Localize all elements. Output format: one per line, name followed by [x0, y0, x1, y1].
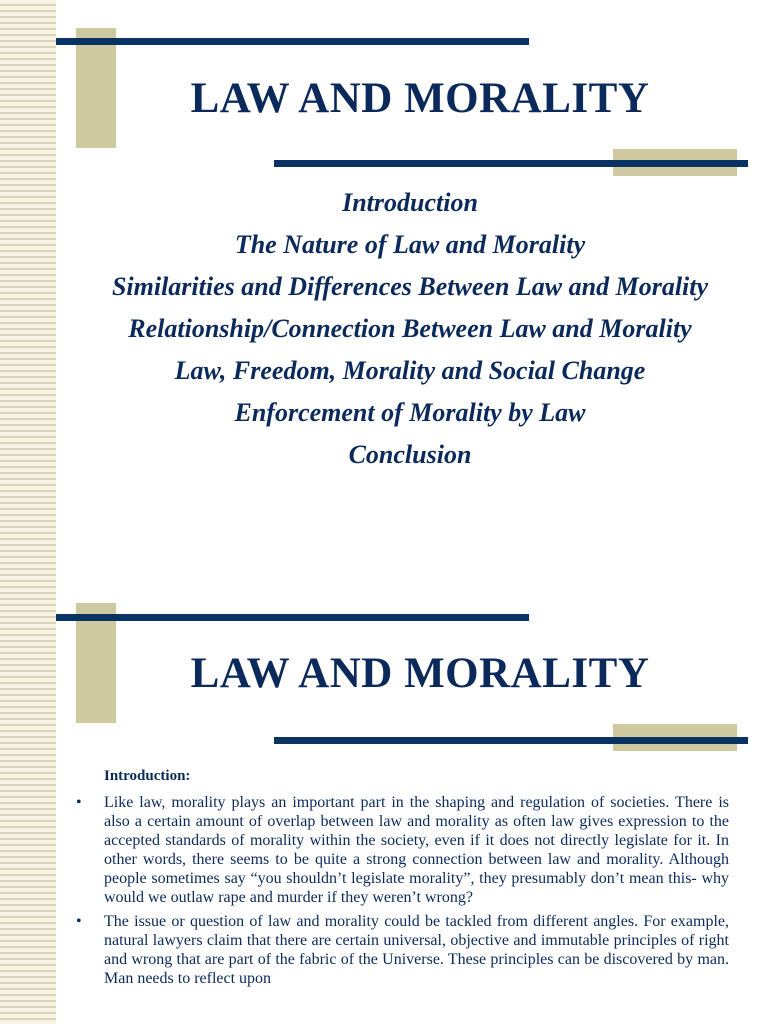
- section-heading: Introduction:: [104, 768, 191, 784]
- bullet-item: [74, 793, 729, 907]
- bullet-icon: •: [76, 913, 82, 930]
- agenda-item-nature: The Nature of Law and Morality: [234, 230, 586, 259]
- agenda-item-introduction: Introduction: [342, 188, 478, 217]
- agenda-item-relationship: Relationship/Connection Between Law and Morality: [128, 314, 692, 343]
- navy-bar-bottom: [274, 737, 748, 744]
- slide-title: LAW AND MORALITY: [190, 650, 650, 697]
- agenda-list: [60, 186, 760, 480]
- bullet-list: [74, 793, 729, 993]
- agenda-item-enforcement: Enforcement of Morality by Law: [234, 398, 586, 427]
- bullet-icon: •: [76, 794, 82, 811]
- agenda-item-conclusion: Conclusion: [348, 440, 472, 469]
- slide-title: LAW AND MORALITY: [190, 75, 650, 122]
- slide-2: [0, 585, 768, 1024]
- agenda-item-similarities: Similarities and Differences Between Law and Morality: [111, 272, 709, 301]
- navy-bar-top: [56, 38, 529, 45]
- navy-bar-bottom: [274, 160, 748, 167]
- bullet-item: [74, 912, 729, 988]
- navy-bar-top: [56, 614, 529, 621]
- agenda-item-social-change: Law, Freedom, Morality and Social Change: [174, 356, 646, 385]
- bullet-text: Like law, morality plays an important part in the shaping and regulation of societies. There is also a certain amount of overlap between law and morality as often law gives expression to the accepted standards of morality within the society, even if it does not directly legislate for it. In other words, there seems to be quite a strong connection between law and morality. Although people sometimes say “you shouldn’t legislate morality”, they presumably don’t mean this- why would we outlaw rape and murder if they weren’t wrong?: [104, 794, 729, 906]
- bullet-text: The issue or question of law and morality could be tackled from different angles. For example, natural lawyers claim that there are certain universal, objective and immutable principles of right and wrong that are part of the fabric of the Universe. These principles can be discovered by man. Man needs to reflect upon: [104, 913, 729, 987]
